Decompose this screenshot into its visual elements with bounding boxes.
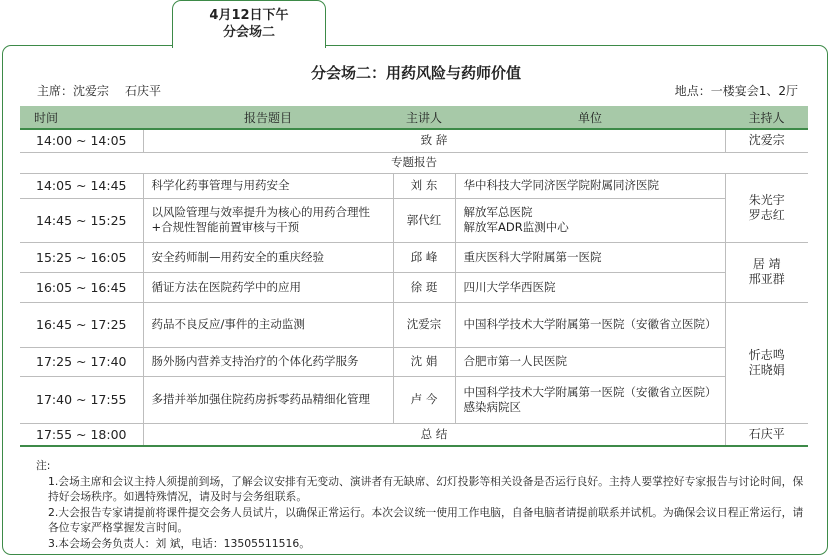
- speaker-cell: 郭代红: [393, 198, 455, 242]
- closing-cell: 总 结: [143, 423, 725, 446]
- host-name: 罗志红: [748, 207, 785, 222]
- notes-label: 注:: [36, 459, 51, 472]
- host-cell: [725, 302, 808, 423]
- header-host: 主持人: [725, 106, 808, 129]
- time-cell: 17:25 ~ 17:40: [20, 347, 143, 376]
- host-name: 居 靖: [752, 257, 781, 271]
- speaker-cell: 徐 珽: [393, 272, 455, 302]
- header-time: 时间: [20, 106, 143, 129]
- table-header-row: [20, 106, 808, 129]
- time-cell: 16:05 ~ 16:45: [20, 272, 143, 302]
- table-row: [20, 198, 808, 242]
- host-cell: 石庆平: [725, 423, 808, 446]
- table-row: [20, 129, 808, 152]
- time-cell: 17:40 ~ 17:55: [20, 376, 143, 423]
- unit-cell: [455, 198, 725, 242]
- unit-line: 解放军ADR监测中心: [463, 220, 569, 234]
- session-date: 4月12日下午: [209, 8, 289, 23]
- note-item: 1.会场主席和会议主持人须提前到场，了解会议安排有无变动、演讲者有无缺席、幻灯投影等相关设备是否运行良好。主持人要掌控好专家报告与讨论时间，保持好会场秩序。如遇特殊情况，请及时与会务组联系。: [48, 474, 804, 503]
- speaker-cell: 沈 娟: [393, 347, 455, 376]
- topic-cell: 安全药师制—用药安全的重庆经验: [143, 242, 393, 272]
- host-name: 朱光宇: [748, 192, 785, 207]
- schedule-table: [20, 106, 808, 447]
- header-speaker: 主讲人: [393, 106, 455, 129]
- session-tab: [172, 0, 326, 48]
- topic-cell: 以风险管理与效率提升为核心的用药合理性+合规性智能前置审核与干预: [143, 198, 393, 242]
- unit-line: 解放军总医院: [463, 205, 533, 219]
- speaker-cell: 邱 峰: [393, 242, 455, 272]
- header-topic: 报告题目: [143, 106, 393, 129]
- table-row: [20, 242, 808, 272]
- topic-cell: 科学化药事管理与用药安全: [143, 173, 393, 198]
- table-row: [20, 272, 808, 302]
- table-row: [20, 347, 808, 376]
- speaker-cell: 沈爱宗: [393, 302, 455, 347]
- table-row: [20, 423, 808, 446]
- time-cell: 16:45 ~ 17:25: [20, 302, 143, 347]
- table-row: [20, 152, 808, 173]
- time-cell: 14:00 ~ 14:05: [20, 129, 143, 152]
- topic-cell: 药品不良反应/事件的主动监测: [143, 302, 393, 347]
- host-name: 汪晓娟: [748, 362, 785, 377]
- host-cell: [725, 242, 808, 302]
- time-cell: 14:05 ~ 14:45: [20, 173, 143, 198]
- host-cell: 沈爱宗: [725, 129, 808, 152]
- host-cell: [725, 173, 808, 242]
- location-info: 地点：一楼宴会1、2厅: [674, 84, 798, 98]
- table-row: [20, 302, 808, 347]
- unit-cell: 华中科技大学同济医学院附属同济医院: [455, 173, 725, 198]
- unit-cell: 中国科学技术大学附属第一医院（安徽省立医院）感染病院区: [455, 376, 725, 423]
- chair-info: [37, 82, 161, 99]
- time-cell: 15:25 ~ 16:05: [20, 242, 143, 272]
- unit-cell: 中国科学技术大学附属第一医院（安徽省立医院）: [455, 302, 725, 347]
- note-item: 2.大会报告专家请提前将课件提交会务人员试片，以确保正常运行。本次会议统一使用工作电脑，自备电脑者请提前联系并试机。为确保会议日程正常运行，请各位专家严格掌握发言时间。: [48, 505, 804, 534]
- unit-cell: 重庆医科大学附属第一医院: [455, 242, 725, 272]
- note-item: 3.本会场会务负责人：刘 斌，电话：13505511516。: [48, 536, 311, 550]
- host-name: 忻志鸣: [748, 347, 785, 362]
- topic-cell: 循证方法在医院药学中的应用: [143, 272, 393, 302]
- opening-cell: 致 辞: [143, 129, 725, 152]
- notes-section: [36, 458, 808, 551]
- table-row: [20, 173, 808, 198]
- session-venue: 分会场二: [222, 25, 275, 40]
- time-cell: 14:45 ~ 15:25: [20, 198, 143, 242]
- time-cell: 17:55 ~ 18:00: [20, 423, 143, 446]
- unit-cell: 合肥市第一人民医院: [455, 347, 725, 376]
- chair-primary: 主席：沈爱宗: [37, 84, 110, 98]
- section-cell: 专题报告: [20, 152, 808, 173]
- speaker-cell: 刘 东: [393, 173, 455, 198]
- header-unit: 单位: [455, 106, 725, 129]
- chair-secondary: 石庆平: [125, 84, 162, 98]
- topic-cell: 肠外肠内营养支持治疗的个体化药学服务: [143, 347, 393, 376]
- speaker-cell: 卢 今: [393, 376, 455, 423]
- host-name: 邢亚群: [748, 272, 785, 286]
- page-title: 分会场二：用药风险与药师价值: [310, 64, 521, 82]
- table-row: [20, 376, 808, 423]
- unit-cell: 四川大学华西医院: [455, 272, 725, 302]
- topic-cell: 多措并举加强住院药房拆零药品精细化管理: [143, 376, 393, 423]
